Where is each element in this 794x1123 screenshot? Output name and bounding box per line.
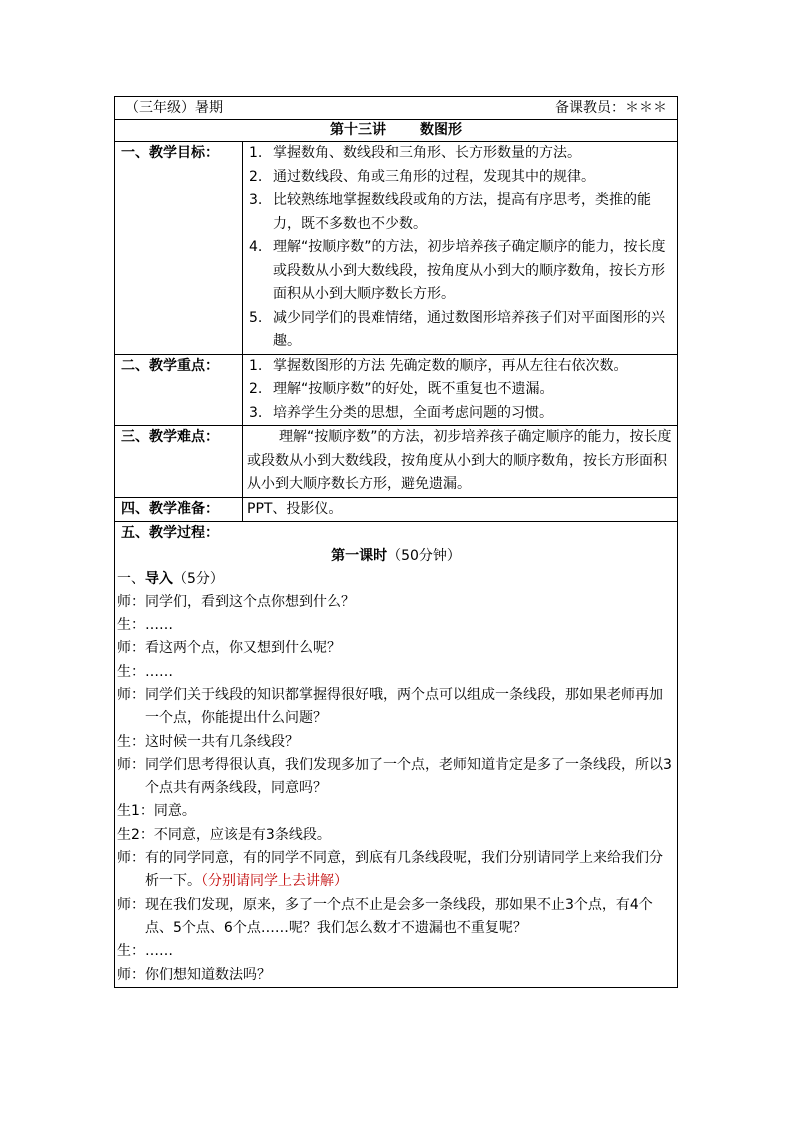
dialogue-line: 生2： 不同意，应该是有3条线段。 xyxy=(117,826,331,843)
difficulties-label: 三、教学难点： xyxy=(115,426,243,498)
dialogue-line: 师： 看这两个点，你又想到什么呢？ xyxy=(117,640,341,657)
lesson-name: 数图形 xyxy=(420,122,462,138)
list-item: 1. 掌握数角、数线段和三角形、长方形数量的方法。 xyxy=(249,145,581,161)
dialogue-line: 师： 同学们思考得很认真，我们发现多加了一个点，老师知道肯定是多了一条线段，所以3个点共有两条线段，同意吗？ xyxy=(117,756,672,797)
preparation-row xyxy=(115,497,678,521)
dialogue-line: 生： …… xyxy=(117,617,173,634)
process-label: 五、教学过程： xyxy=(121,524,219,541)
list-item: 3. 培养学生分类的思想，全面考虑问题的习惯。 xyxy=(249,404,553,421)
dialogue-line: 师： 现在我们发现，原来，多了一个点不止是会多一条线段，那如果不止3个点，有4个点、5个点、6个点……呢？我们怎么数才不遗漏也不重复呢？ xyxy=(117,896,653,936)
list-item: 2. 通过数线段、角或三角形的过程，发现其中的规律。 xyxy=(249,168,595,185)
list-item: 4. 理解“按顺序数”的方法，初步培养孩子确定顺序的能力，按长度或段数从小到大数线段，按角度从小到大的顺序数角，按长方形面积从小到大顺序数长方形。 xyxy=(249,239,666,302)
lesson-number: 第十三讲 xyxy=(330,122,386,138)
difficulties-row xyxy=(115,426,678,498)
list-item: 3. 比较熟练地掌握数线段或角的方法，提高有序思考，类推的能力，既不多数也不少数。 xyxy=(249,192,651,232)
header-row xyxy=(115,97,678,120)
key-points-row xyxy=(115,354,678,426)
dialogue-line: 生： …… xyxy=(117,943,173,960)
dialogue-line: 师： 同学们，看到这个点你想到什么？ xyxy=(117,593,355,610)
dialogue-line: 生： 这时候一共有几条线段？ xyxy=(117,733,299,750)
key-points-list xyxy=(243,354,678,426)
period-title: 第一课时（50分钟） xyxy=(331,547,461,564)
dialogue-line: 生： …… xyxy=(117,663,173,680)
grade-term: （三年级）暑期 xyxy=(125,100,223,116)
objectives-list xyxy=(243,142,678,355)
teacher-note: （分别请同学上去讲解） xyxy=(201,873,348,890)
dialogue-line: 生1： 同意。 xyxy=(117,803,196,820)
list-item: 1. 掌握数图形的方法 先确定数的顺序，再从左往右依次数。 xyxy=(249,357,628,374)
preparation-text: PPT、投影仪。 xyxy=(243,497,678,521)
objectives-label: 一、教学目标： xyxy=(115,142,243,355)
dialogue-line: 师： 同学们关于线段的知识都掌握得很好哦，两个点可以组成一条线段，那如果老师再加一个点，你能提出什么问题？ xyxy=(117,686,663,727)
list-item: 5. 减少同学们的畏难情绪，通过数图形培养孩子们对平面图形的兴趣。 xyxy=(249,309,665,349)
difficulties-text: 理解“按顺序数”的方法，初步培养孩子确定顺序的能力，按长度或段数从小到大数线段，按角度从小到大的顺序数角，按长方形面积从小到大顺序数长方形，避免遗漏。 xyxy=(247,429,672,492)
dialogue-line: 师： 你们想知道数法吗？ xyxy=(117,966,271,983)
objectives-row xyxy=(115,142,678,355)
intro-heading: 一、导入（5分） xyxy=(117,570,224,587)
title-row xyxy=(115,120,678,142)
process-row xyxy=(115,521,678,987)
teacher-label: 备课教员：＊＊＊ xyxy=(555,100,667,116)
list-item: 2. 理解“按顺序数”的好处，既不重复也不遗漏。 xyxy=(249,381,554,397)
lesson-plan-table xyxy=(114,96,678,988)
dialogue-line: 师： 有的同学同意，有的同学不同意，到底有几条线段呢，我们分别请同学上来给我们分析一下。（分别请同学上去讲解） xyxy=(117,850,663,890)
key-points-label: 二、教学重点： xyxy=(115,354,243,426)
preparation-label: 四、教学准备： xyxy=(115,497,243,521)
